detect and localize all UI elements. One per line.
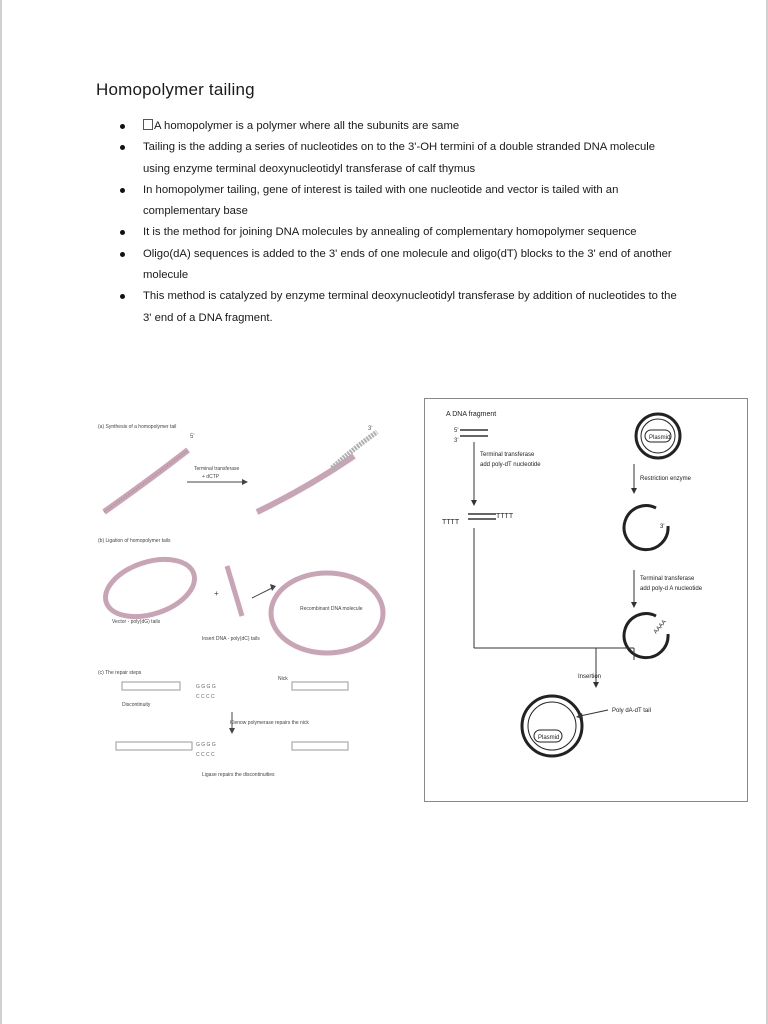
dna-fragment-label: A DNA fragment xyxy=(446,411,497,418)
add-poly-da-label: add poly-d A nucleotide xyxy=(640,586,703,592)
figure-homopolymer-tail-synthesis xyxy=(92,408,392,796)
recombinant-plasmid-bottom xyxy=(522,696,582,756)
strand-c2-right xyxy=(292,742,348,750)
bullet-item: Oligo(dA) sequences is added to the 3' ends of one molecule and oligo(dT) blocks to the 3' end of another molecule xyxy=(118,244,678,287)
cut-plasmid-3-prime: 3' xyxy=(660,524,665,530)
arrow-b-head xyxy=(270,584,276,591)
recombinant-label: Recombinant DNA molecule xyxy=(300,606,363,612)
arrow-b xyxy=(252,588,272,598)
three-prime-label: 3' xyxy=(368,426,373,432)
arrow-terminal-2-head xyxy=(631,602,637,608)
insert-dna-b xyxy=(227,566,242,616)
figure-right-border xyxy=(425,399,748,802)
tttt-left: TTTT xyxy=(442,519,460,526)
c-bases-top: C C C C xyxy=(196,694,215,700)
figure-right-svg xyxy=(424,398,748,802)
vector-label: Vector - poly(dG) tails xyxy=(112,619,161,625)
terminal-transferase-label-1: Terminal transferase xyxy=(480,452,535,458)
discontinuity-label: Discontinuity xyxy=(122,702,151,708)
g-bases-bottom: G G G G xyxy=(196,742,216,748)
arrow-insertion-head xyxy=(593,682,599,688)
nick-label: Nick xyxy=(278,676,288,682)
plasmid-label: Plasmid xyxy=(649,435,671,441)
ligase-label: Ligase repairs the discontinuities xyxy=(202,772,275,778)
strand-c2-left xyxy=(116,742,192,750)
panel-c-label: (c) The repair steps xyxy=(98,670,142,676)
figure-left-svg xyxy=(92,408,392,796)
five-prime-label: 5' xyxy=(190,434,195,440)
fragment-3-prime: 3' xyxy=(454,438,459,444)
recombinant-plasmid-inner xyxy=(528,702,576,750)
arrow-poly-tail xyxy=(580,710,608,716)
fragment-5-prime: 5' xyxy=(454,428,459,434)
arrow-fragment-down-head xyxy=(471,500,477,506)
page-title: Homopolymer tailing xyxy=(96,80,255,99)
panel-b-label: (b) Ligation of homopolymer tails xyxy=(98,538,171,544)
recombinant-plasmid xyxy=(271,573,383,653)
vector-plasmid-b xyxy=(98,549,202,627)
arrow-restriction-head xyxy=(631,488,637,494)
strand-c1-right xyxy=(292,682,348,690)
figure-homopolymer-cloning xyxy=(424,398,748,802)
bullet-list xyxy=(118,116,678,329)
insertion-label: Insertion xyxy=(578,674,602,680)
plus-sign: + xyxy=(214,589,219,598)
plasmid-bottom-label: Plasmid xyxy=(538,735,560,741)
klenow-label: Klenow polymerase repairs the nick xyxy=(230,720,309,726)
tttt-right: TTTT xyxy=(496,513,514,520)
missing-glyph-icon xyxy=(143,119,153,130)
arrow-c-head xyxy=(229,728,235,734)
page-edge-left xyxy=(0,0,2,1024)
panel-a-label: (a) Synthesis of a homopolymer tail xyxy=(98,424,177,430)
substrate-label: + dCTP xyxy=(202,474,220,480)
strand-c1-left xyxy=(122,682,180,690)
add-poly-dt-label: add poly-dT nucleotide xyxy=(480,462,541,468)
bullet-item: This method is catalyzed by enzyme terminal deoxynucleotidyl transferase by addition of nucleotides to the 3' end of a DNA fragment. xyxy=(118,286,678,329)
restriction-enzyme-label: Restriction enzyme xyxy=(640,476,692,482)
arrow-a-head xyxy=(242,479,248,485)
c-bases-bottom: C C C C xyxy=(196,752,215,758)
terminal-transferase-label-2: Terminal transferase xyxy=(640,576,695,582)
enzyme-label: Terminal transferase xyxy=(194,466,240,472)
g-bases-top: G G G G xyxy=(196,684,216,690)
bullet-item: It is the method for joining DNA molecules by annealing of complementary homopolymer sequence xyxy=(118,222,678,243)
bullet-item: Tailing is the adding a series of nucleotides on to the 3'-OH termini of a double stranded DNA molecule using enzyme terminal deoxynucleotidyl transferase of calf thymus xyxy=(118,137,678,180)
aaaa-tail: AAAA xyxy=(652,619,668,636)
bullet-item: A homopolymer is a polymer where all the subunits are same xyxy=(118,116,678,137)
poly-tail-label: Poly dA-dT tail xyxy=(612,708,651,714)
bullet-item: In homopolymer tailing, gene of interest is tailed with one nucleotide and vector is tailed with an complementary base xyxy=(118,180,678,223)
insert-label: Insert DNA - poly(dC) tails xyxy=(202,636,260,642)
